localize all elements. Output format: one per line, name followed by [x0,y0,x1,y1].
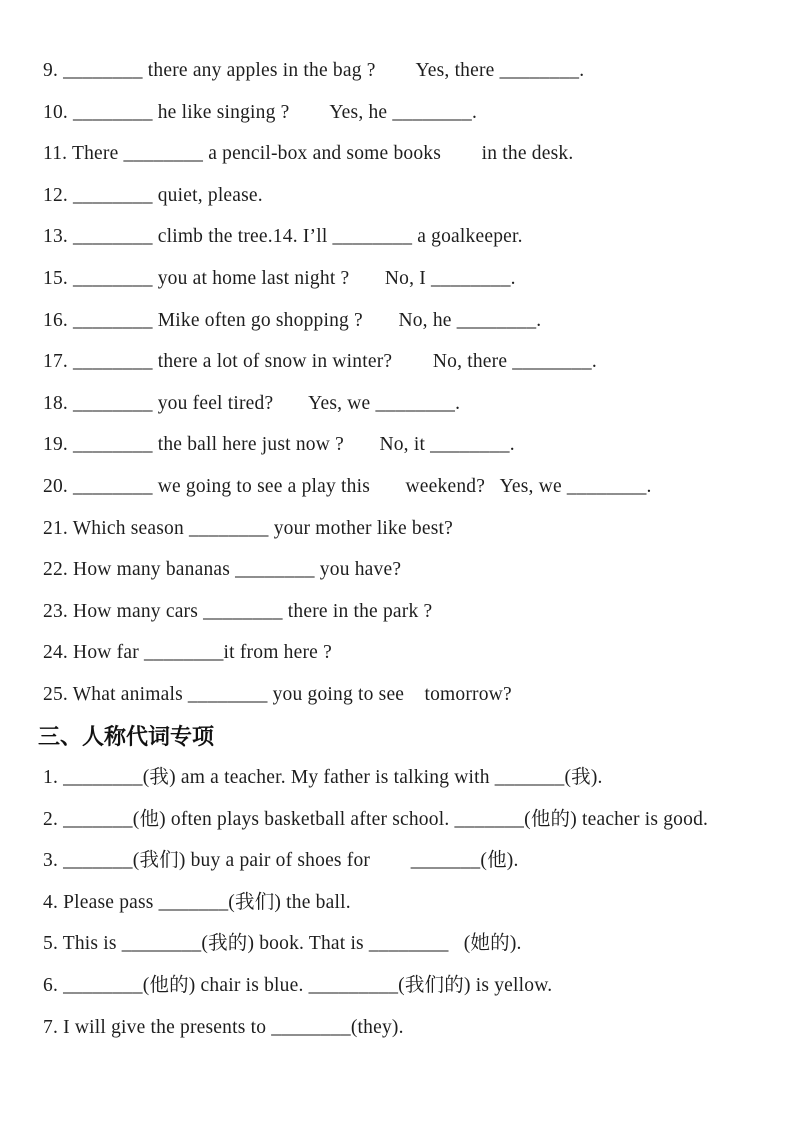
question-line: 16. ________ Mike often go shopping ? No, he ________. [43,309,542,331]
question-line: 6. ________(他的) chair is blue. _________(我们的) is yellow. [43,975,553,997]
question-line: 24. How far ________it from here ? [43,642,332,664]
question-line: 19. ________ the ball here just now ? No, it ________. [43,434,515,456]
question-line: 12. ________ quiet, please. [43,184,263,206]
question-line: 5. This is ________(我的) book. That is ________ (她的). [43,933,522,955]
question-line: 9. ________ there any apples in the bag ? Yes, there ________. [43,60,585,81]
question-line: 21. Which season ________ your mother like best? [43,517,453,539]
question-line: 22. How many bananas ________ you have? [43,559,402,581]
question-line: 20. ________ we going to see a play this weekend? Yes, we ________. [43,475,652,497]
grammar-question-list [43,50,763,716]
question-line: 1. ________(我) am a teacher. My father is talking with _______(我). [43,767,603,789]
question-line: 23. How many cars ________ there in the park ? [43,600,433,622]
question-line: 10. ________ he like singing ? Yes, he ________. [43,101,478,123]
question-line: 11. There ________ a pencil-box and some books in the desk. [43,143,574,165]
question-line: 25. What animals ________ you going to see tomorrow? [43,683,512,705]
question-line: 15. ________ you at home last night ? No, I ________. [43,267,516,289]
question-line: 18. ________ you feel tired? Yes, we ________. [43,392,461,414]
pronoun-section-heading: 三、人称代词专项 [38,723,215,749]
pronoun-question-list [43,757,763,1048]
question-line: 17. ________ there a lot of snow in winter? No, there ________. [43,351,597,373]
question-line: 2. _______(他) often plays basketball after school. _______(他的) teacher is good. [43,808,709,830]
question-line: 7. I will give the presents to ________(they). [43,1016,404,1038]
question-line: 3. _______(我们) buy a pair of shoes for _______(他). [43,850,519,872]
question-line: 13. ________ climb the tree.14. I’ll ________ a goalkeeper. [43,226,523,248]
question-line: 4. Please pass _______(我们) the ball. [43,891,351,913]
